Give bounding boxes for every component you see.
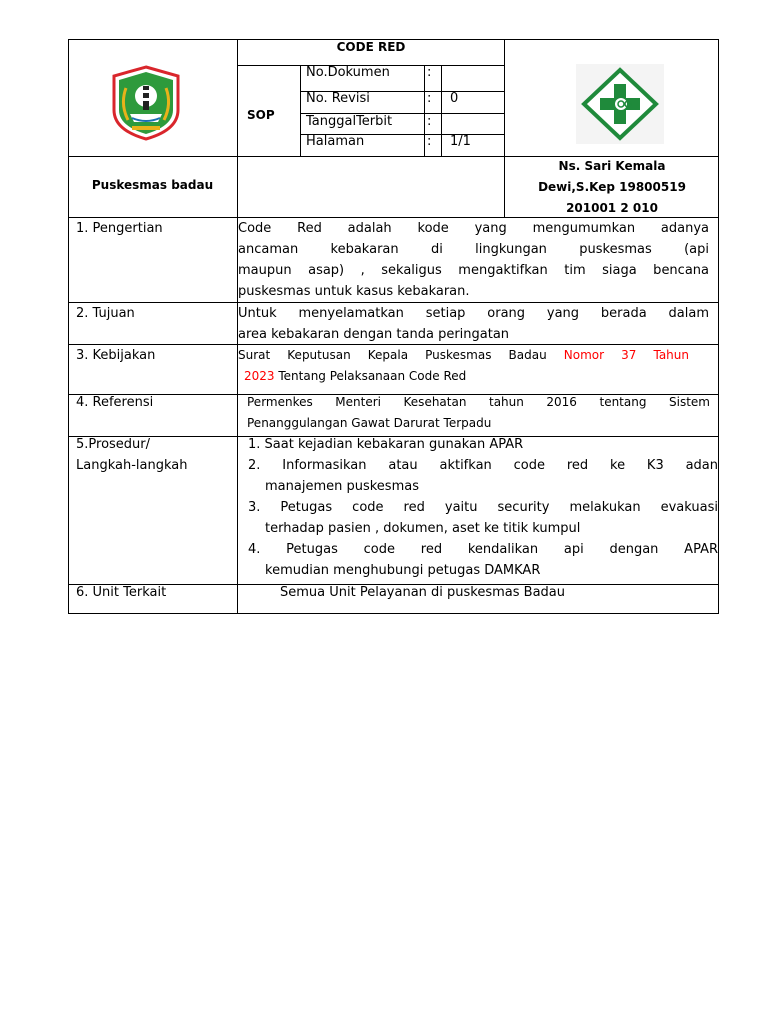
- kebijakan-line: [238, 345, 689, 366]
- prosedur-step: 1. Saat kejadian kebakaran gunakan APAR: [248, 437, 524, 452]
- pengertian-line: maupun asap) , sekaligus mengaktifkan tim siaga bencana: [238, 263, 709, 278]
- field-value-halaman: 1/1: [450, 134, 471, 149]
- regional-emblem-icon: [108, 64, 184, 142]
- table-border-left: [68, 39, 69, 614]
- prosedur-step: 2. Informasikan atau aktifkan code red ke K3 adan: [248, 458, 718, 473]
- pengertian-line: ancaman kebakaran di lingkungan puskesmas (api: [238, 242, 709, 257]
- prosedur-step-cont: terhadap pasien , dokumen, aset ke titik kumpul: [265, 521, 581, 536]
- field-value-no-revisi: 0: [450, 91, 459, 106]
- prosedur-step-cont: manajemen puskesmas: [265, 479, 419, 494]
- referensi-line: Penanggulangan Gawat Darurat Terpadu: [247, 416, 492, 430]
- signatory-line-3: 201001 2 010: [566, 201, 658, 215]
- prosedur-steps: [248, 434, 718, 581]
- row-label-tujuan: 2. Tujuan: [76, 306, 135, 321]
- field-label-no-dokumen: No.Dokumen: [306, 65, 390, 80]
- table-border-bottom: [68, 613, 719, 614]
- column-divider: [424, 65, 425, 157]
- pengertian-line: Code Red adalah kode yang mengumumkan adanya: [238, 221, 709, 236]
- kebijakan-decree-subject: Tentang Pelaksanaan Code Red: [274, 369, 467, 383]
- signatory-line-2: Dewi,S.Kep 19800519: [538, 180, 686, 194]
- referensi-text: [247, 392, 710, 434]
- row-label-unit-terkait: 6. Unit Terkait: [76, 585, 167, 600]
- institution-name: Puskesmas badau: [91, 178, 214, 192]
- table-border-right: [718, 39, 719, 614]
- field-label-tanggal-terbit: TanggalTerbit: [306, 114, 393, 129]
- field-label-no-revisi: No. Revisi: [306, 91, 370, 106]
- field-colon: :: [427, 91, 432, 106]
- prosedur-label-line: Langkah-langkah: [76, 458, 188, 473]
- kebijakan-text: [238, 345, 689, 387]
- tujuan-line: area kebakaran dengan tanda peringatan: [238, 327, 510, 342]
- row-label-prosedur: [76, 434, 187, 476]
- prosedur-step: 3. Petugas code red yaitu security melakukan evakuasi: [248, 500, 718, 515]
- row-label-pengertian: 1. Pengertian: [76, 221, 163, 236]
- field-colon: :: [427, 65, 432, 80]
- kebijakan-decree-number: Nomor 37 Tahun: [563, 348, 689, 362]
- tujuan-text: [238, 303, 709, 345]
- pengertian-text: [238, 218, 709, 302]
- referensi-line: Permenkes Menteri Kesehatan tahun 2016 tentang Sistem: [247, 395, 710, 409]
- column-divider: [441, 65, 442, 157]
- puskesmas-logo-icon: [576, 64, 664, 144]
- field-label-halaman: Halaman: [306, 134, 365, 149]
- signatory-line-1: Ns. Sari Kemala: [558, 159, 666, 173]
- column-divider: [300, 65, 301, 157]
- pengertian-line: puskesmas untuk kasus kebakaran.: [238, 284, 470, 299]
- kebijakan-line: [238, 366, 689, 387]
- prosedur-label-line: 5.Prosedur/: [76, 437, 151, 452]
- row-label-referensi: 4. Referensi: [76, 395, 154, 410]
- field-colon: :: [427, 134, 432, 149]
- field-colon: :: [427, 114, 432, 129]
- kebijakan-decree-text: Surat Keputusan Kepala Puskesmas Badau: [238, 348, 547, 362]
- document-title: CODE RED: [336, 40, 406, 54]
- unit-terkait-value: Semua Unit Pelayanan di puskesmas Badau: [280, 585, 566, 600]
- tujuan-line: Untuk menyelamatkan setiap orang yang berada dalam: [238, 306, 709, 321]
- prosedur-step: 4. Petugas code red kendalikan api dengan APAR: [248, 542, 718, 557]
- kebijakan-decree-year: 2023: [244, 369, 275, 383]
- row-label-kebijakan: 3. Kebijakan: [76, 348, 156, 363]
- prosedur-step-cont: kemudian menghubungi petugas DAMKAR: [265, 563, 541, 578]
- sop-label: SOP: [247, 108, 275, 122]
